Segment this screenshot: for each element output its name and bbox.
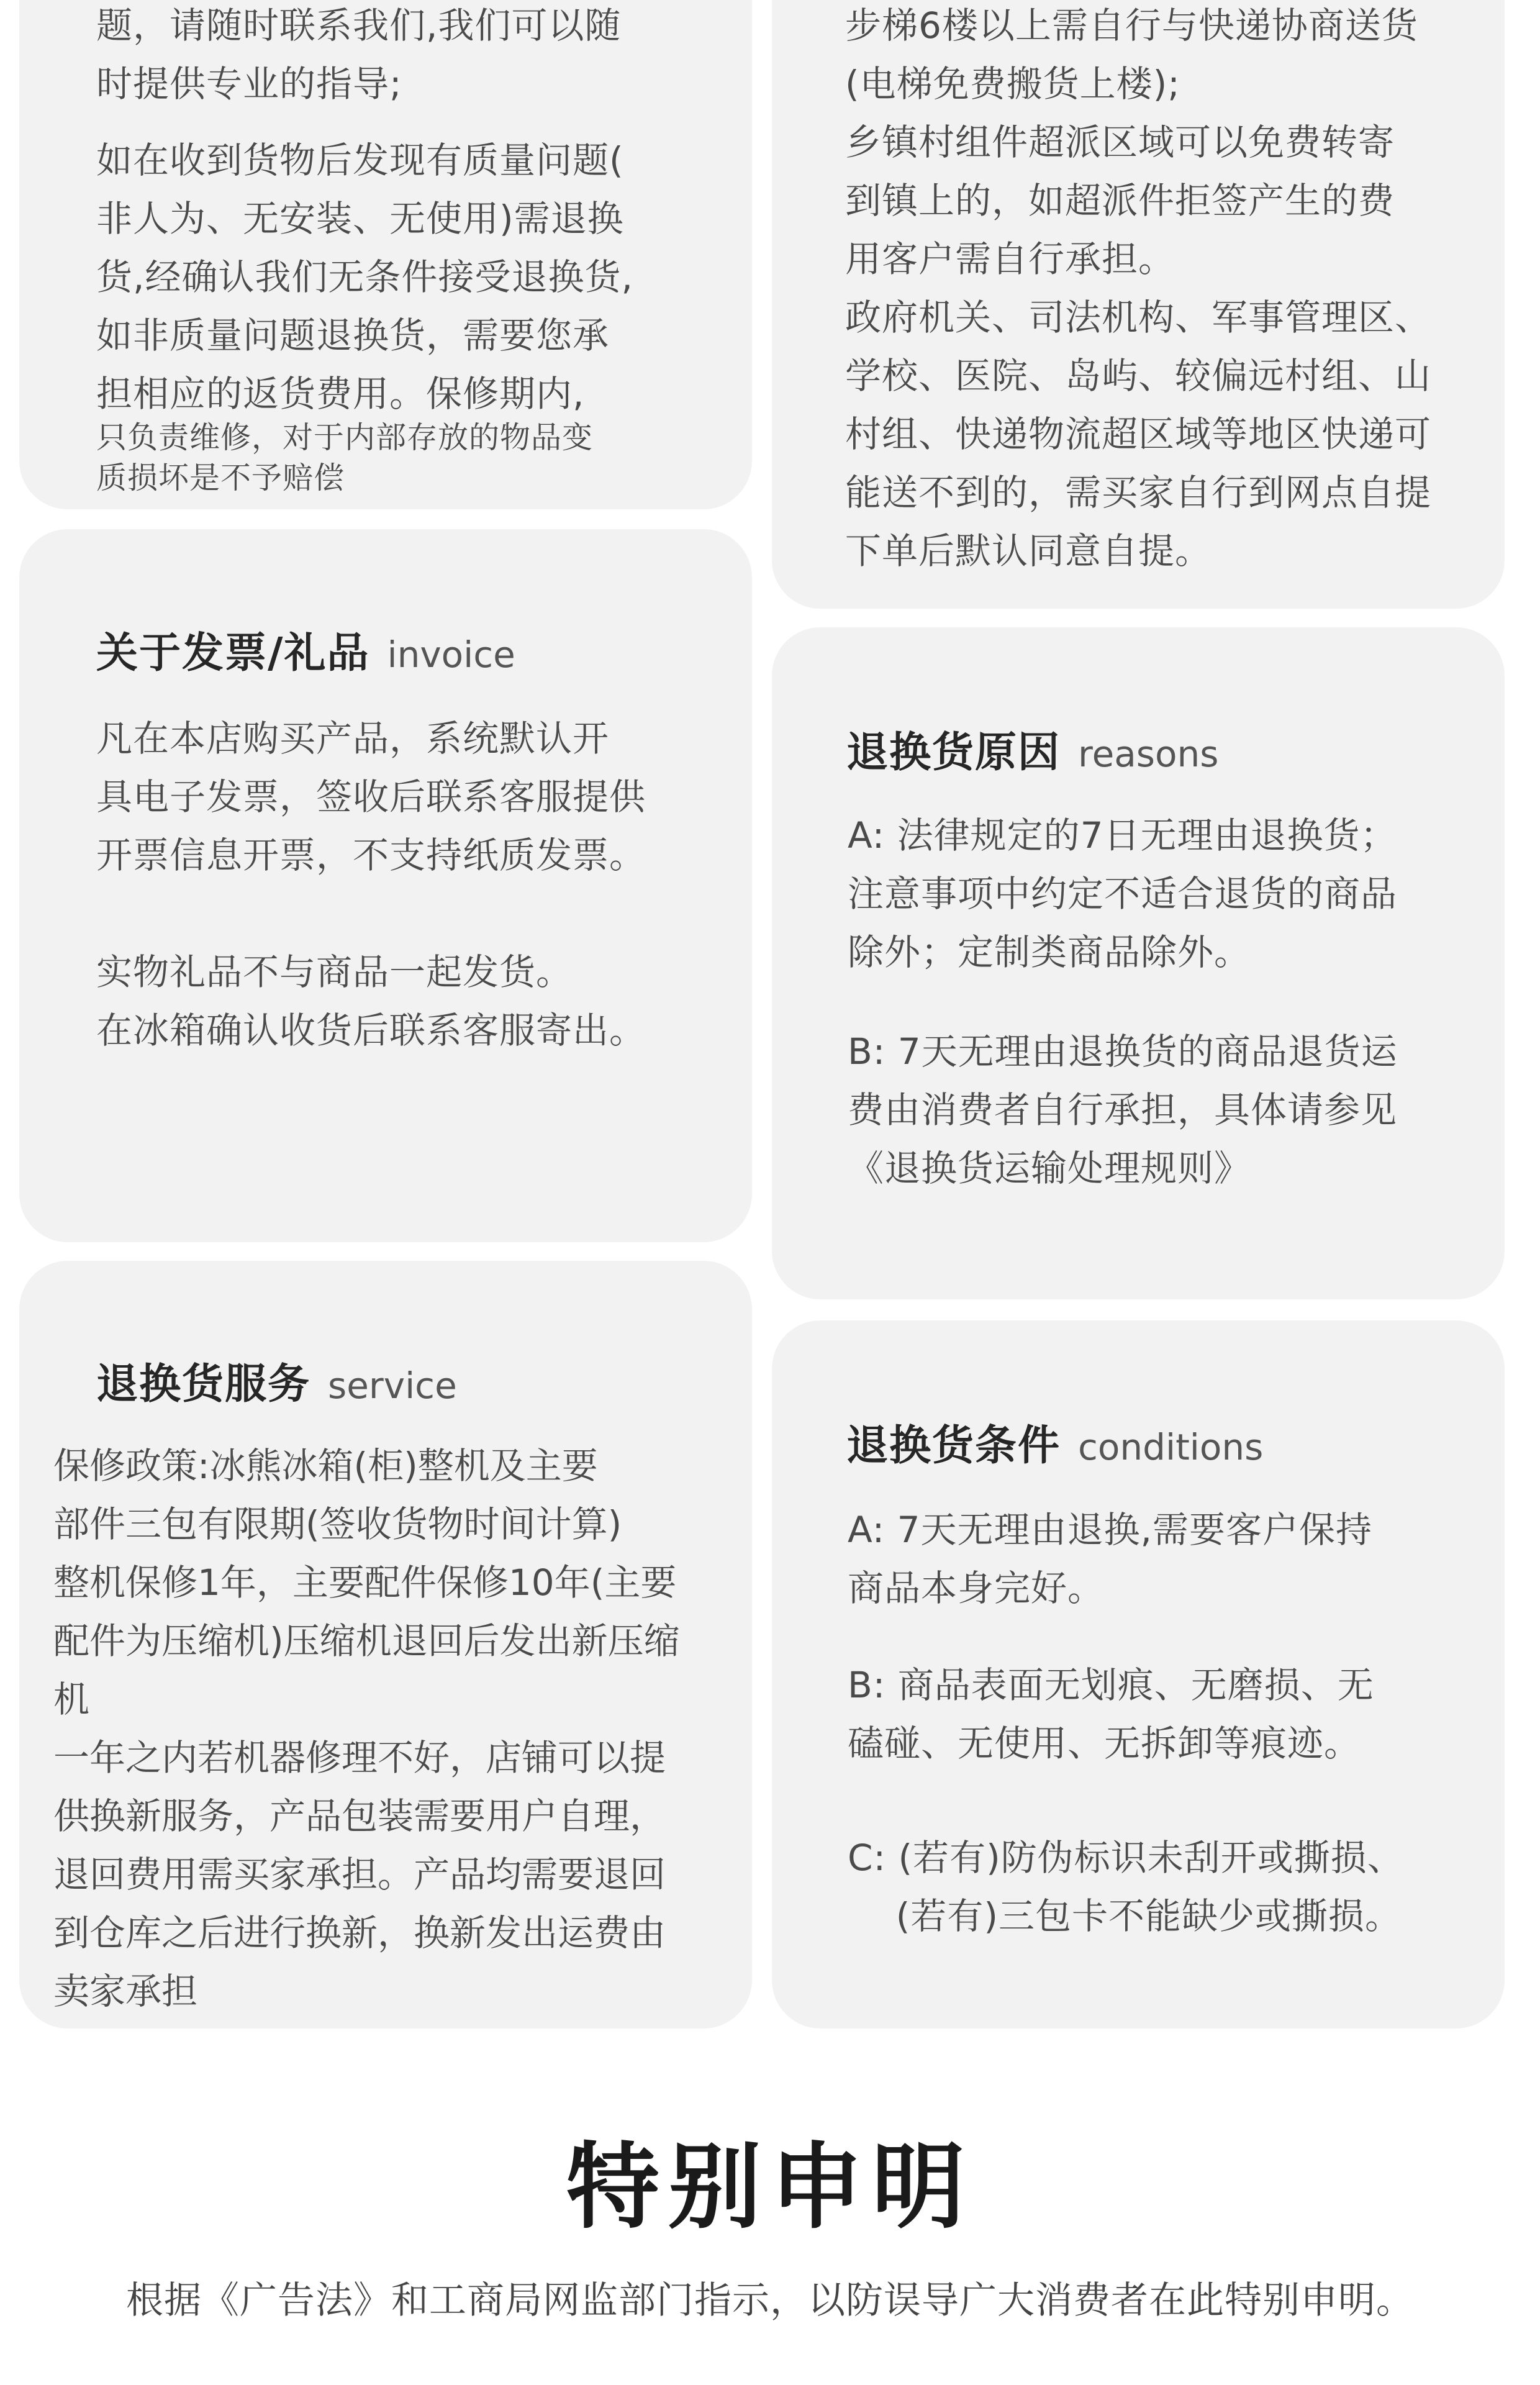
invoice-text: 凡在本店购买产品，系统默认开 具电子发票，签收后联系客服提供 开票信息开票，不支持纸质发票。: [96, 717, 646, 876]
reasons-title-en: reasons: [1078, 733, 1219, 775]
conditions-title: [846, 1412, 1263, 1472]
conditions-card: [772, 1320, 1505, 2028]
reasons-text-b: B: 7天无理由退换货的商品退货运 费由消费者自行承担，具体请参见 《退换货运输处理规则》: [848, 1030, 1398, 1189]
quality-text-3: 只负责维修，对于内部存放的物品变 质损坏是不予赔偿: [96, 420, 594, 496]
conditions-text-b: B: 商品表面无划痕、无磨损、无 磕碰、无使用、无拆卸等痕迹。: [848, 1664, 1374, 1765]
reasons-card: [772, 627, 1505, 1299]
reasons-text-a: A: 法律规定的7日无理由退换货； 注意事项中约定不适合退货的商品 除外；定制类商品除外。: [848, 814, 1398, 973]
conditions-title-en: conditions: [1078, 1426, 1264, 1468]
conditions-title-cn: 退换货条件: [846, 1421, 1061, 1470]
reasons-title-cn: 退换货原因: [846, 728, 1061, 776]
conditions-text-a: A: 7天无理由退换,需要客户保持 商品本身完好。: [848, 1509, 1372, 1609]
service-card: [19, 1261, 752, 2028]
invoice-card: [19, 529, 752, 1242]
quality-text-1: 题，请随时联系我们,我们可以随 时提供专业的指导;: [96, 4, 622, 105]
conditions-text-c: C: (若有)防伪标识未刮开或撕损、 (若有)三包卡不能缺少或撕损。: [848, 1837, 1404, 1937]
delivery-card: [772, 0, 1505, 609]
service-title-cn: 退换货服务: [96, 1360, 310, 1408]
invoice-title: [96, 620, 515, 679]
special-statement-title: 特别申明: [566, 2133, 974, 2242]
invoice-title-cn: 关于发票/礼品: [96, 629, 370, 677]
quality-text-2: 如在收到货物后发现有质量问题( 非人为、无安装、无使用)需退换 货,经确认我们无条件接受退换货, 如非质量问题退换货，需要您承 担相应的返货费用。保修期内,: [96, 139, 633, 415]
gift-text: 实物礼品不与商品一起发货。 在冰箱确认收货后联系客服寄出。: [96, 951, 646, 1052]
invoice-title-en: invoice: [387, 634, 515, 676]
service-text: 保修政策:冰熊冰箱(柜)整机及主要 部件三包有限期(签收货物时间计算) 整机保修1年，主要配件保修10年(主要 配件为压缩机)压缩机退回后发出新压缩 机 一年之内若机器修理不好，店铺可以提 供换新服务，产品包装需要用户自理， 退回费用需买家承担。产品均需要退回 到仓库之后进行换新，换新发出运费由 卖家承担: [53, 1445, 680, 2012]
delivery-text: 步梯6楼以上需自行与快递协商送货 (电梯免费搬货上楼); 乡镇村组件超派区域可以免费转寄 到镇上的，如超派件拒签产生的费 用客户需自行承担。 政府机关、司法机构、军事管理区、 学校、医院、岛屿、较偏远村组、山 村组、快递物流超区域等地区快递可 能送不到的，需买家自行到网点自提 下单后默认同意自提。: [845, 4, 1432, 572]
reasons-title: [846, 719, 1218, 779]
special-statement-text: 根据《广告法》和工商局网监部门指示，以防误导广大消费者在此特别申明。: [126, 2279, 1414, 2322]
service-title: [96, 1351, 457, 1411]
quality-card: [19, 0, 752, 509]
service-title-en: service: [328, 1365, 457, 1407]
